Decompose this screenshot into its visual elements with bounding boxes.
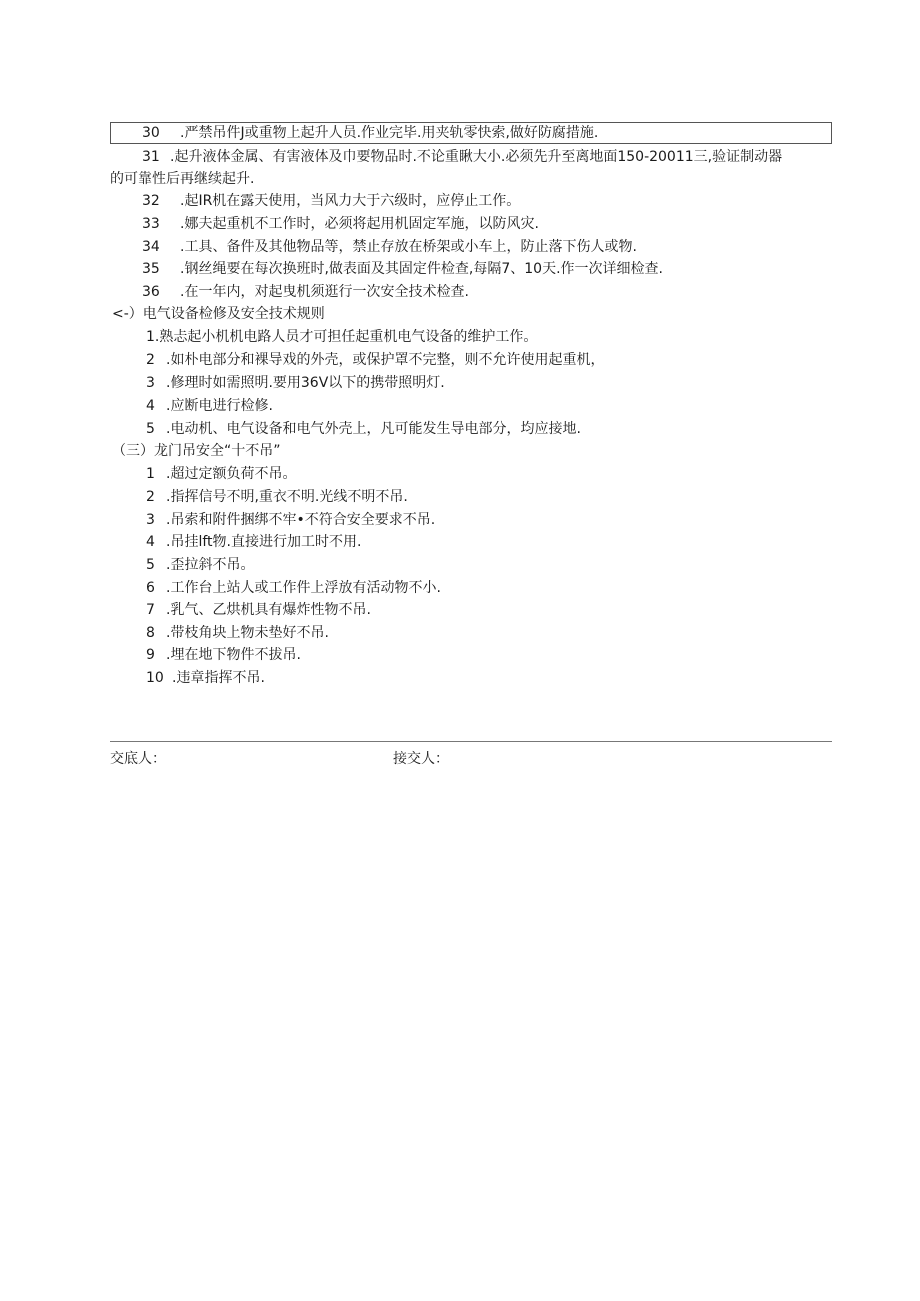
item-text: .严禁吊件J或重物上起升人员.作业完毕.用夹轨零快索,做好防腐措施. [180, 125, 599, 141]
item-text: .如朴电部分和裸导戏的外壳，或保护罩不完整，则不允许使用起重机， [166, 352, 605, 368]
item-number: 35 [142, 261, 160, 277]
list-item-e5 [146, 418, 581, 440]
list-item-c2 [146, 486, 408, 508]
item-number: 2 [146, 489, 155, 505]
item-number: 5 [146, 557, 155, 573]
item-text: .歪拉斜不吊。 [166, 557, 255, 573]
item-number: 2 [146, 352, 155, 368]
item-number: 10 [146, 670, 164, 686]
item-text: .工作台上站人或工作件上浮放有活动物不小. [166, 580, 441, 596]
list-item-e3 [146, 372, 445, 394]
list-item-33 [142, 213, 539, 235]
item-text: .超过定额负荷不吊。 [166, 466, 297, 482]
handover-person-label: 交底人： [110, 751, 166, 767]
section-title-electrical: <-）电气设备检修及安全技术规则 [112, 306, 325, 322]
item-text: 的可靠性后再继续起升. [110, 171, 255, 187]
item-text: .钢丝绳要在每次换班时,做表面及其固定件检查,每隔7、10天.作一次详细检查. [180, 261, 663, 277]
item-text: .起升液体金属、有害液体及巾要物品时.不论重瞅大小.必须先升至离地面150-20011三,验证制动器 [170, 149, 783, 165]
list-item-31 [142, 146, 782, 168]
item-text: .电动机、电气设备和电气外壳上，凡可能发生导电部分，均应接地. [166, 421, 581, 437]
list-item-c3 [146, 509, 435, 531]
item-number: 33 [142, 216, 160, 232]
list-item-e2 [146, 349, 604, 371]
item-number: 4 [146, 534, 155, 550]
item-text: .乳气、乙烘机具有爆炸性物不吊. [166, 602, 371, 618]
section-title-ten-no-lift: （三）龙门吊安全“十不吊” [112, 443, 281, 459]
list-item-36 [142, 281, 469, 303]
list-item-31-continuation [110, 168, 254, 190]
item-number: 6 [146, 580, 155, 596]
item-number: 31 [142, 149, 160, 165]
item-number: 30 [142, 125, 160, 141]
item-number: 9 [146, 647, 155, 663]
item-number: 5 [146, 421, 155, 437]
item-number: 1 [146, 466, 155, 482]
receiver-person-label: 接交人： [393, 751, 449, 767]
item-text: .起IR机在露天使用，当风力大于六级时，应停止工作。 [180, 193, 521, 209]
list-item-c10 [146, 667, 265, 689]
list-item-30 [142, 122, 598, 144]
item-number: 8 [146, 625, 155, 641]
item-number: 32 [142, 193, 160, 209]
item-text: .吊索和附件捆绑不牢•不符合安全要求不吊. [166, 512, 436, 528]
signature-divider [110, 741, 832, 742]
item-number: 3 [146, 375, 155, 391]
list-item-c5 [146, 554, 254, 576]
item-number: 34 [142, 239, 160, 255]
item-text: .工具、备件及其他物品等，禁止存放在桥架或小车上，防止落下伤人或物. [180, 239, 637, 255]
item-text: .指挥信号不明,重衣不明.光线不明不吊. [166, 489, 408, 505]
list-item-c1 [146, 463, 296, 485]
item-number: 7 [146, 602, 155, 618]
item-number: 4 [146, 398, 155, 414]
list-item-34 [142, 236, 637, 258]
list-item-32 [142, 190, 520, 212]
item-number: 36 [142, 284, 160, 300]
item-text: .在一年内，对起曳机须逛行一次安全技术检查. [180, 284, 469, 300]
list-item-e1 [146, 326, 537, 348]
item-text: .修理时如需照明.要用36V以下的携带照明灯. [166, 375, 445, 391]
item-text: .违章指挥不吊. [172, 670, 265, 686]
list-item-c9 [146, 644, 301, 666]
item-text: .娜夫起重机不工作时，必须将起用机固定军施，以防风灾. [180, 216, 539, 232]
item-number: 3 [146, 512, 155, 528]
list-item-e4 [146, 395, 273, 417]
item-text: .吊挂lft物.直接进行加工时不用. [166, 534, 362, 550]
list-item-c8 [146, 622, 329, 644]
item-text: .带枝角块上物未垫好不吊. [166, 625, 329, 641]
item-text: .埋在地下物件不拔吊. [166, 647, 301, 663]
item-text: 1.熟忐起小机机电路人员才可担任起重机电气设备的维护工作。 [146, 329, 538, 345]
list-item-c4 [146, 531, 361, 553]
list-item-35 [142, 258, 663, 280]
list-item-c6 [146, 577, 441, 599]
list-item-c7 [146, 599, 371, 621]
item-text: .应断电进行检修. [166, 398, 273, 414]
